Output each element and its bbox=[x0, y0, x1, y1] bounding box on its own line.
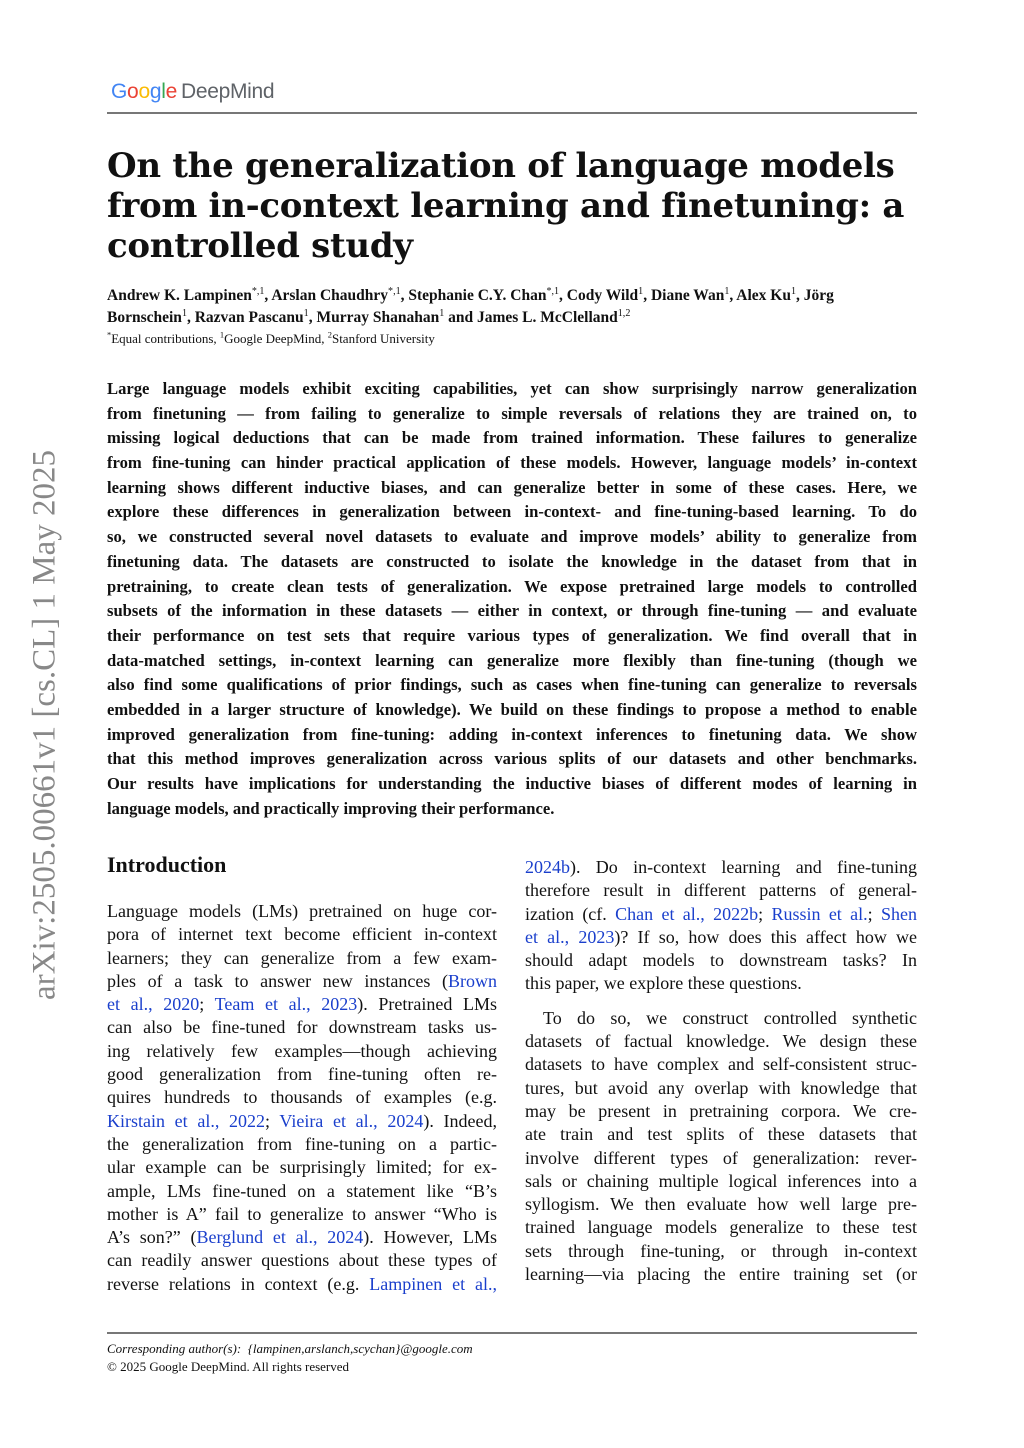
text-line bbox=[107, 947, 497, 970]
authors-line: Bornschein$^1$, Razvan Pascanu$^1$, Murray Shanahan$^1$ and James L. McClelland$^{1,2}$ bbox=[107, 307, 631, 326]
logo-letter: l bbox=[161, 80, 166, 103]
text-line bbox=[107, 1273, 497, 1296]
text-line bbox=[525, 879, 917, 902]
text-segment: good generalization from fine-tuning often re- bbox=[107, 1064, 497, 1085]
text-line bbox=[107, 1249, 497, 1272]
citation-link[interactable]: et al., 2020 bbox=[107, 994, 200, 1015]
text-line bbox=[525, 856, 917, 879]
text-segment: ; bbox=[265, 1110, 280, 1131]
text-line bbox=[525, 1240, 917, 1263]
text-segment: datasets to have complex and self-consistent struc- bbox=[525, 1054, 917, 1075]
text-segment: syllogism. We then evaluate how well large pre- bbox=[525, 1194, 917, 1215]
text-line bbox=[525, 1263, 917, 1286]
abstract-line: from fine-tuning can hinder practical application of these models. However, language models’ in-context bbox=[107, 453, 917, 473]
text-segment: Language models (LMs) pretrained on huge cor- bbox=[107, 901, 497, 921]
text-segment: ; bbox=[758, 903, 772, 924]
text-segment: To do so, we construct controlled synthetic bbox=[543, 1007, 917, 1028]
text-line bbox=[107, 970, 497, 993]
corresponding-emails[interactable]: {lampinen,arslanch,scychan}@google.com bbox=[247, 1341, 473, 1356]
corresponding-label: Corresponding author(s): bbox=[107, 1341, 242, 1356]
abstract-line: subsets of the information in these datasets — either in context, or through fine-tuning — and evaluate bbox=[107, 601, 917, 621]
text-segment: sets through fine-tuning, or through in-context bbox=[525, 1240, 917, 1261]
citation-link[interactable]: et al., 2023 bbox=[525, 926, 615, 947]
text-segment: ample, LMs fine-tuned on a statement like “B’s bbox=[107, 1180, 497, 1201]
authors-line: Andrew K. Lampinen$^{*,1}$, Arslan Chaudhry$^{*,1}$, Stephanie C.Y. Chan$^{*,1}$, Cody Wild$^1$, Diane Wan$^1$, Alex Ku$^1$, Jörg bbox=[107, 285, 834, 304]
abstract-line: pretraining, to create clean tests of generalization. We expose pretrained large models to controlled bbox=[107, 576, 917, 596]
copyright: © 2025 Google DeepMind. All rights reserved bbox=[107, 1359, 350, 1374]
text-segment: ples of a task to answer new instances ( bbox=[107, 970, 448, 991]
text-line bbox=[107, 1063, 497, 1086]
citation-link[interactable]: Team et al., 2023 bbox=[214, 994, 358, 1015]
text-line bbox=[107, 923, 497, 946]
abstract-line: missing logical deductions that can be made from trained information. These failures to generalize bbox=[107, 428, 917, 448]
text-line bbox=[107, 1203, 497, 1226]
right-column bbox=[525, 856, 917, 1286]
text-segment: ). However, LMs bbox=[363, 1227, 498, 1248]
text-segment: therefore result in different patterns of general- bbox=[525, 880, 917, 901]
text-line bbox=[107, 1133, 497, 1156]
text-line bbox=[107, 1086, 497, 1109]
text-segment: ate train and test splits of these datasets that bbox=[525, 1124, 917, 1145]
abstract-line: explore these differences in generalization between in-context- and fine-tuning-based learning. To do bbox=[107, 502, 917, 522]
text-line bbox=[525, 1147, 917, 1170]
abstract-line: from finetuning — from failing to generalize to simple reversals of relations they are trained on, to bbox=[107, 403, 917, 423]
abstract-line: that this method improves generalization across various splits of our datasets and other benchmarks. bbox=[107, 749, 917, 769]
text-segment: )? If so, how does this affect how we bbox=[614, 926, 917, 947]
text-line bbox=[525, 926, 917, 949]
abstract-line: learning shows different inductive biases, and can generalize better in some of these cases. Here, we bbox=[107, 477, 917, 497]
text-segment: pora of internet text become efficient in-context bbox=[107, 924, 497, 945]
text-line bbox=[107, 1040, 497, 1063]
text-segment: ; bbox=[867, 903, 881, 924]
text-line bbox=[525, 1077, 917, 1100]
logo-letter: e bbox=[165, 80, 177, 103]
text-line bbox=[107, 1156, 497, 1179]
citation-link[interactable]: Berglund et al., 2024 bbox=[196, 1227, 364, 1248]
text-line bbox=[525, 1193, 917, 1216]
logo-letter: o bbox=[138, 80, 150, 103]
text-segment: this paper, we explore these questions. bbox=[525, 973, 802, 994]
footer bbox=[107, 1340, 917, 1376]
text-segment: ). Indeed, bbox=[423, 1110, 497, 1131]
abstract-line: Large language models exhibit exciting capabilities, yet can show surprisingly narrow generalization bbox=[107, 379, 917, 398]
left-column bbox=[107, 900, 497, 1296]
text-line bbox=[107, 900, 497, 923]
abstract-line: Our results have implications for understanding the inductive biases of different modes of learning in bbox=[107, 774, 917, 793]
text-line bbox=[107, 1016, 497, 1039]
text-line bbox=[525, 949, 917, 972]
text-line bbox=[525, 1170, 917, 1193]
text-line bbox=[525, 903, 917, 926]
text-line bbox=[525, 972, 917, 995]
citation-link[interactable]: Lampinen et al., bbox=[369, 1273, 497, 1294]
paper-title bbox=[107, 146, 917, 266]
title-line: controlled study bbox=[107, 226, 413, 266]
text-segment: ization (cf. bbox=[525, 903, 616, 924]
arxiv-watermark: arXiv:2505.00661v1 [cs.CL] 1 May 2025 bbox=[26, 450, 63, 1000]
google-wordmark bbox=[111, 80, 177, 103]
citation-link[interactable]: Shen bbox=[880, 903, 917, 924]
text-segment: may be present in pretraining corpora. We cre- bbox=[525, 1100, 917, 1121]
text-segment: can also be fine-tuned for downstream tasks us- bbox=[107, 1017, 497, 1038]
abstract-line: their performance on test sets that require various types of generalization. We find overall that in bbox=[107, 625, 917, 645]
text-segment: trained language models generalize to these test bbox=[525, 1217, 917, 1238]
text-segment: can readily answer questions about these types of bbox=[107, 1250, 497, 1271]
text-segment: ). Pretrained LMs bbox=[357, 994, 498, 1015]
text-segment: the generalization from fine-tuning on a partic- bbox=[107, 1133, 497, 1154]
text-segment: ular example can be surprisingly limited; for ex- bbox=[107, 1157, 497, 1178]
text-segment: ; bbox=[199, 994, 215, 1015]
citation-link[interactable]: Vieira et al., 2024 bbox=[279, 1110, 424, 1131]
title-line: On the generalization of language models bbox=[107, 146, 895, 186]
title-line: from in-context learning and finetuning: a bbox=[107, 186, 905, 226]
logo-letter: o bbox=[127, 80, 139, 103]
citation-link[interactable]: Russin et al. bbox=[771, 903, 868, 924]
abstract-line: also find some qualifications of prior findings, such as cases when fine-tuning can generalize to reversals bbox=[107, 675, 917, 695]
text-segment: sals or chaining multiple logical inferences into a bbox=[525, 1170, 917, 1191]
text-line bbox=[525, 1053, 917, 1076]
text-line bbox=[525, 1100, 917, 1123]
abstract-line: so, we constructed several novel datasets to evaluate and improve models’ ability to generalize from bbox=[107, 527, 917, 547]
text-segment: datasets of factual knowledge. We design these bbox=[525, 1031, 917, 1052]
deepmind-wordmark: DeepMind bbox=[180, 80, 275, 103]
section-heading-introduction: Introduction bbox=[107, 852, 227, 877]
citation-link[interactable]: 2024b bbox=[525, 857, 570, 877]
text-segment: learners; they can generalize from a few exam- bbox=[107, 947, 497, 968]
text-line bbox=[525, 1216, 917, 1239]
abstract-line: finetuning data. The datasets are constructed to isolate the knowledge in the dataset from that in bbox=[107, 551, 917, 571]
text-line bbox=[107, 1110, 497, 1133]
text-segment: tures, but avoid any overlap with knowledge that bbox=[525, 1077, 917, 1098]
abstract-line: data-matched settings, in-context learning can generalize more flexibly than fine-tuning (though we bbox=[107, 650, 917, 670]
footer-rule bbox=[107, 1332, 917, 1334]
logo-letter: G bbox=[111, 80, 128, 103]
text-line bbox=[525, 1123, 917, 1146]
citation-link[interactable]: Brown bbox=[448, 970, 497, 991]
abstract-line: embedded in a larger structure of knowledge). We build on these findings to propose a method to enable bbox=[107, 699, 917, 719]
citation-link[interactable]: Kirstain et al., 2022 bbox=[107, 1110, 266, 1131]
text-segment: learning—via placing the entire training set (or bbox=[525, 1264, 917, 1285]
text-segment: ). Do in-context learning and fine-tuning bbox=[570, 857, 917, 877]
text-line bbox=[525, 1030, 917, 1053]
citation-link[interactable]: Chan et al., 2022b bbox=[615, 903, 759, 924]
text-segment: A’s son?” ( bbox=[107, 1227, 197, 1248]
text-line bbox=[107, 1180, 497, 1203]
abstract bbox=[107, 377, 917, 821]
text-line bbox=[525, 1007, 917, 1030]
affiliations: *Equal contributions, $^1$Google DeepMind, $^2$Stanford University bbox=[107, 329, 435, 346]
logo-letter: g bbox=[149, 80, 162, 103]
abstract-line: language models, and practically improving their performance. bbox=[107, 798, 555, 818]
google-deepmind-logo bbox=[111, 80, 274, 104]
text-segment: involve different types of generalization: rever- bbox=[525, 1147, 917, 1168]
text-line bbox=[107, 1226, 497, 1249]
abstract-line: improved generalization from fine-tuning: adding in-context inferences to finetuning data. We show bbox=[107, 724, 917, 744]
text-segment: mother is A” fail to generalize to answer “Who is bbox=[107, 1203, 497, 1224]
text-segment: reverse relations in context (e.g. bbox=[107, 1273, 370, 1294]
text-segment: ing relatively few examples—though achieving bbox=[107, 1040, 497, 1061]
author-list bbox=[107, 285, 917, 329]
header-rule bbox=[107, 112, 917, 114]
text-segment: quires hundreds to thousands of examples (e.g. bbox=[107, 1087, 497, 1108]
text-segment: should adapt models to downstream tasks? In bbox=[525, 950, 917, 971]
text-line bbox=[107, 993, 497, 1016]
